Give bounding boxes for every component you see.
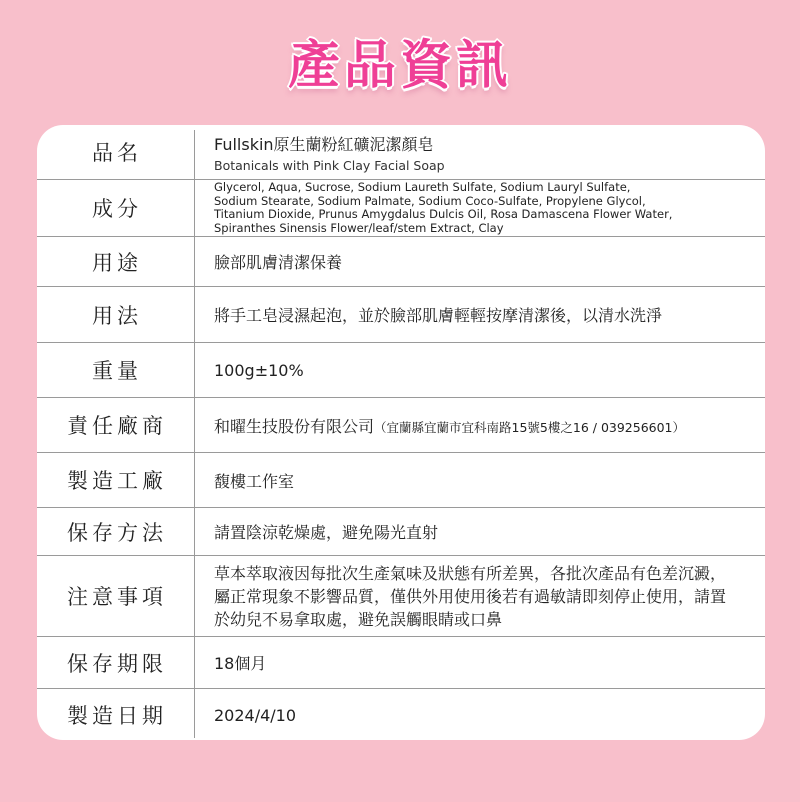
value-purpose: 臉部肌膚清潔保養 bbox=[214, 253, 343, 272]
row-shelf-life bbox=[37, 637, 765, 689]
value-factory: 馥樓工作室 bbox=[214, 471, 295, 491]
title-banner bbox=[0, 36, 800, 96]
label-storage: 保存方法 bbox=[67, 520, 167, 545]
row-product-name bbox=[37, 125, 765, 180]
label-shelf-life: 保存期限 bbox=[67, 651, 167, 676]
value-notes bbox=[214, 556, 755, 636]
label-purpose: 用途 bbox=[92, 250, 142, 275]
notes-line: 草本萃取液因每批次生產氣味及狀態有所差異，各批次產品有色差沉澱， bbox=[214, 563, 727, 583]
label-product-name: 品名 bbox=[92, 141, 142, 165]
row-mfg-date bbox=[37, 689, 765, 741]
product-name-en: Botanicals with Pink Clay Facial Soap bbox=[214, 157, 445, 173]
value-usage: 將手工皂浸濕起泡，並於臉部肌膚輕輕按摩清潔後，以清水洗淨 bbox=[214, 306, 663, 325]
label-mfg-date: 製造日期 bbox=[67, 704, 167, 728]
value-storage: 請置陰涼乾燥處，避免陽光直射 bbox=[214, 523, 439, 542]
notes-line: 於幼兒不易拿取處，避免誤觸眼睛或口鼻 bbox=[214, 609, 503, 629]
label-ingredients: 成分 bbox=[92, 197, 142, 221]
value-product-name bbox=[214, 125, 755, 179]
row-storage bbox=[37, 508, 765, 556]
row-notes bbox=[37, 556, 765, 637]
label-notes: 注意事項 bbox=[67, 585, 167, 609]
vendor-address: （宜蘭縣宜蘭市宜科南路15號5樓之16 / 039256601） bbox=[374, 419, 686, 435]
value-vendor bbox=[214, 398, 755, 452]
row-vendor bbox=[37, 398, 765, 453]
product-name-zh: Fullskin原生蘭粉紅礦泥潔顏皂 bbox=[214, 134, 434, 154]
value-weight: 100g±10% bbox=[214, 360, 304, 380]
row-weight bbox=[37, 343, 765, 398]
label-factory: 製造工廠 bbox=[67, 469, 167, 493]
label-weight: 重量 bbox=[92, 359, 142, 383]
ingredients-line: Sodium Stearate, Sodium Palmate, Sodium Coco-Sulfate, Propylene Glycol, bbox=[214, 193, 646, 208]
row-ingredients bbox=[37, 180, 765, 237]
row-purpose bbox=[37, 237, 765, 287]
ingredients-line: Glycerol, Aqua, Sucrose, Sodium Laureth Sulfate, Sodium Lauryl Sulfate, bbox=[214, 180, 631, 194]
notes-line: 屬正常現象不影響品質，僅供外用使用後若有過敏請即刻停止使用，請置 bbox=[214, 586, 727, 606]
row-factory bbox=[37, 453, 765, 508]
label-usage: 用法 bbox=[92, 303, 142, 328]
ingredients-line: Spiranthes Sinensis Flower/leaf/stem Extract, Clay bbox=[214, 220, 504, 235]
value-shelf-life: 18個月 bbox=[214, 654, 267, 673]
vendor-name: 和曜生技股份有限公司 bbox=[214, 416, 375, 436]
label-vendor: 責任廠商 bbox=[67, 414, 167, 438]
row-usage bbox=[37, 287, 765, 343]
value-mfg-date: 2024/4/10 bbox=[214, 705, 297, 725]
value-ingredients bbox=[214, 180, 755, 236]
page-title: 產品資訊 bbox=[287, 36, 512, 96]
ingredients-line: Titanium Dioxide, Prunus Amygdalus Dulcis Oil, Rosa Damascena Flower Water, bbox=[214, 207, 673, 221]
